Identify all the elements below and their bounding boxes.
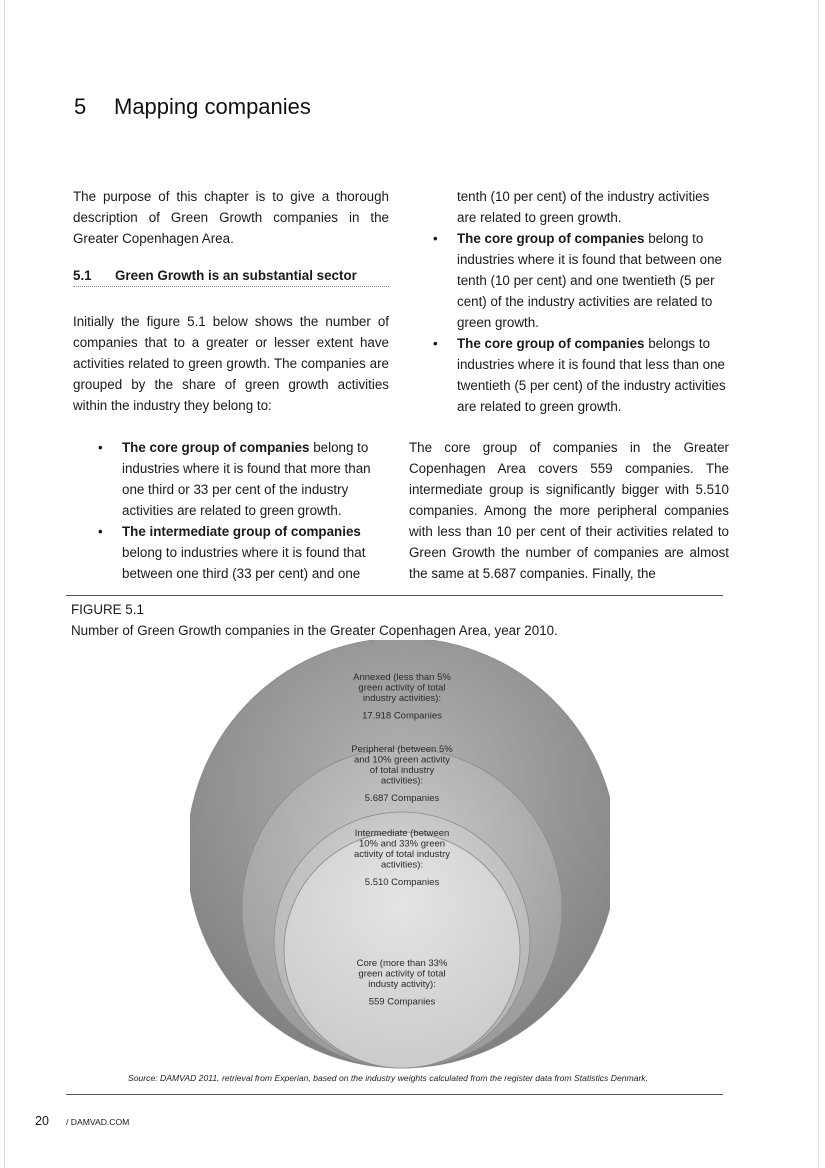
figure-intro-text: Initially the figure 5.1 below shows the number of companies that to a greater or lesser extent have activities related to green growth. The companies are grouped by the share of green growth activities within the industry they belong to:: [73, 314, 389, 413]
bullet-dot-icon: •: [433, 231, 438, 246]
page-edge-left: [4, 0, 5, 1168]
figure-bottom-rule: [66, 1094, 723, 1095]
chapter-title: [74, 94, 311, 120]
summary-text: The core group of companies in the Greater Copenhagen Area covers 559 companies. The intermediate group is significantly bigger with 5.510 companies. Among the more peripheral companies with less than 10 per cent of their activities related to Green Growth the number of companies are almost the same at 5.687 companies. Finally, the: [409, 440, 729, 581]
page-number: 20: [35, 1114, 49, 1128]
chapter-title-text: Mapping companies: [114, 94, 311, 119]
footer-website: / DAMVAD.COM: [66, 1117, 130, 1127]
intro-paragraph: [73, 186, 389, 249]
section-title: Green Growth is an substantial sector: [115, 268, 357, 283]
bullet-bold-text: The intermediate group of companies: [122, 524, 361, 539]
right-bullet-list: [431, 186, 731, 417]
summary-paragraph: [409, 437, 729, 584]
bullet-bold-text: The core group of companies: [457, 231, 645, 246]
nested-bubble-chart: [190, 640, 610, 1070]
bullet-text: belong to industries where it is found that between one third (33 per cent) and one: [122, 545, 366, 581]
bullet-dot-icon: •: [433, 336, 438, 351]
bullet-bold-text: The core group of companies: [122, 440, 310, 455]
bubble-label-3: Core (more than 33% green activity of total industy activity): 559 Companies: [356, 958, 448, 1008]
page-edge-right: [818, 0, 819, 1168]
bullet-continuation: tenth (10 per cent) of the industry activities are related to green growth.: [457, 189, 710, 225]
bullet-annexed-group: [431, 333, 731, 417]
bullet-text: belong to industries where it is found that more than one third or 33 per cent of the industry activities are related to green growth.: [122, 440, 371, 518]
bullet-core-group: [96, 437, 388, 521]
figure-caption: Number of Green Growth companies in the Greater Copenhagen Area, year 2010.: [71, 623, 558, 638]
figure-top-rule: [66, 595, 723, 596]
bullet-text: belongs to industries where it is found that less than one twentieth (5 per cent) of the industry activities are related to green growth.: [457, 336, 726, 414]
bullet-text: belong to industries where it is found that between one tenth (10 per cent) and one twentieth (5 per cent) of the industry activities are related to green growth.: [457, 231, 723, 330]
bullet-bold-text: The core group of companies: [457, 336, 645, 351]
bullet-intermediate-group: [96, 521, 388, 584]
bubble-label-2: Intermediate (between 10% and 33% green activity of total industry activities): 5.510 Companies: [353, 828, 451, 888]
figure-source: Source: DAMVAD 2011, retrieval from Experian, based on the industry weights calculated from the register data from Statistics Denmark.: [128, 1073, 648, 1083]
figure-intro-paragraph: [73, 311, 389, 416]
bullet-peripheral-group: [431, 228, 731, 333]
left-bullet-list: [96, 437, 388, 584]
section-number: 5.1: [73, 268, 92, 283]
bullet-dot-icon: •: [98, 524, 103, 539]
bubble-label-0: Annexed (less than 5% green activity of total industry activities): 17.918 Companies: [353, 672, 451, 722]
section-heading: [73, 268, 389, 287]
bullet-dot-icon: •: [98, 440, 103, 455]
chapter-number: 5: [74, 94, 87, 119]
bubble-label-1: Peripheral (between 5% and 10% green activity of total industry activities): 5.687 Companies: [351, 744, 453, 804]
intro-text: The purpose of this chapter is to give a thorough description of Green Growth companies in the Greater Copenhagen Area.: [73, 189, 389, 246]
figure-label: FIGURE 5.1: [71, 602, 144, 617]
